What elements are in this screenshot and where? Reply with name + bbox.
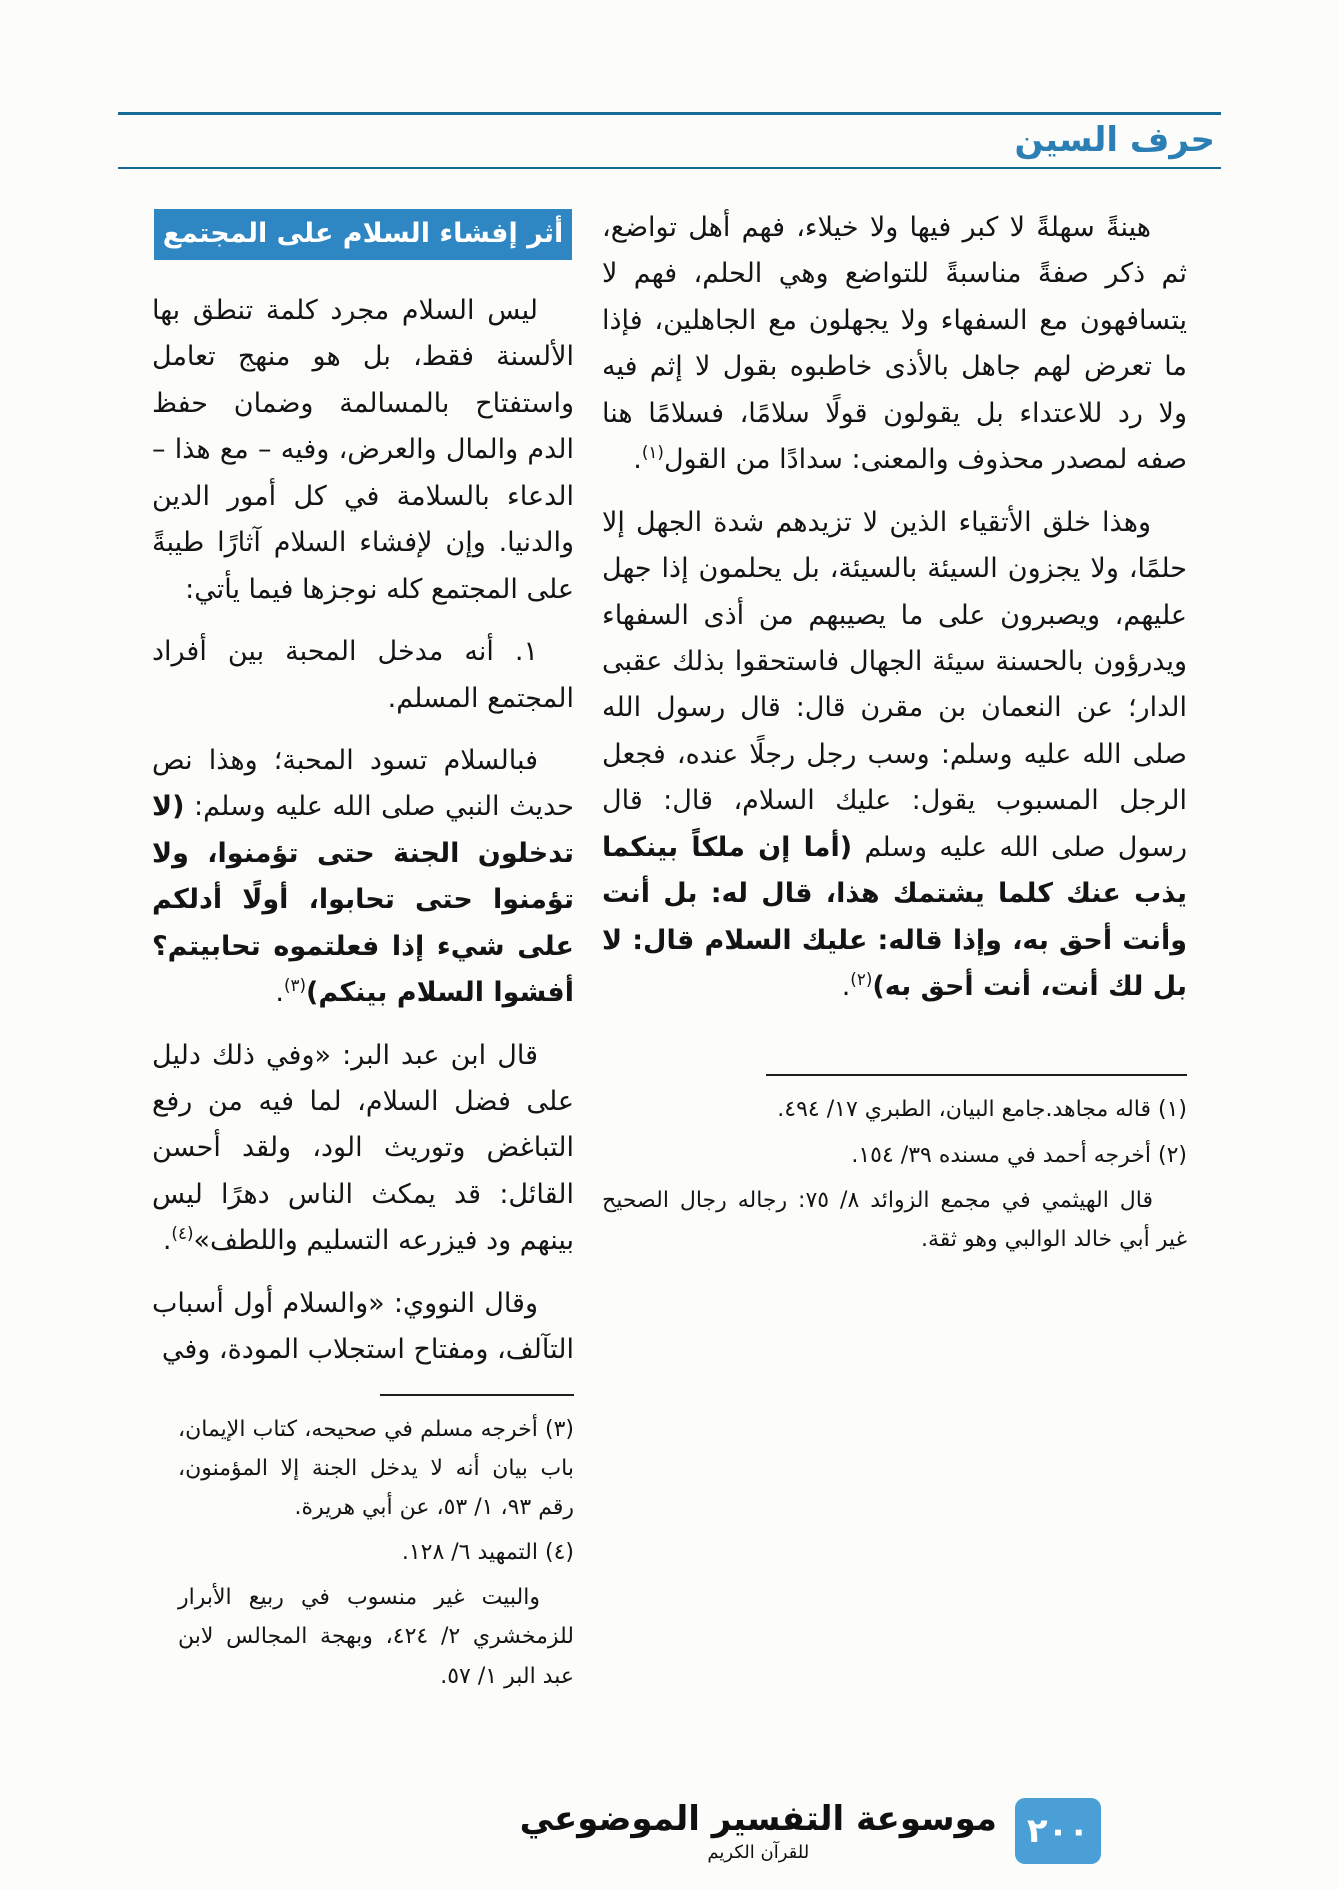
logo-text-main: موسوعة التفسير الموضوعي xyxy=(519,1799,997,1839)
paragraph: ليس السلام مجرد كلمة تنطق بها الألسنة فقط، بل هو منهج تعامل واستفتاح بالمسالمة وضمان حفظ الدم والمال والعرض، وفيه – مع هذا – الدعاء بالسلامة في كل أمور الدين والدنيا. وإن لإفشاء السلام آثارًا طيبةً على المجتمع كله نوجزها فيما يأتي: xyxy=(152,295,574,605)
paragraph-text: وهذا خلق الأتقياء الذين لا تزيدهم شدة الجهل إلا حلمًا، ولا يجزون السيئة بالسيئة، بل يحلمون إذا جهل عليهم، ويصبرون على ما يصيبهم من أذى السفهاء ويدرؤون بالحسنة سيئة الجهال فاستحقوا بذلك عقبى الدار؛ عن النعمان بن مقرن قال: قال رسول الله صلى الله عليه وسلم: وسب رجل رجلًا عنده، فجعل الرجل المسبوب يقول: عليك السلام، قال: قال رسول صلى الله عليه وسلم xyxy=(602,506,1187,863)
paragraph xyxy=(602,205,1187,484)
footnote-ref-1: (١) xyxy=(641,442,664,463)
footnote: (١) قاله مجاهد.جامع البيان، الطبري ١٧/ ٤٩٤. xyxy=(777,1097,1187,1123)
page-number-badge: ٢٠٠ xyxy=(1015,1798,1101,1864)
page-footer xyxy=(520,1798,1101,1864)
footnote: (٢) أخرجه أحمد في مسنده ٣٩/ ١٥٤. xyxy=(851,1142,1187,1168)
numbered-item: ١. أنه مدخل المحبة بين أفراد المجتمع المسلم. xyxy=(152,636,574,714)
column-right xyxy=(602,205,1187,1702)
paragraph xyxy=(602,500,1187,1011)
paragraph-text: . xyxy=(633,444,642,476)
column-left xyxy=(152,205,574,1702)
footnote: (٤) التمهيد ٦/ ١٢٨. xyxy=(401,1540,574,1566)
paragraph-text: فبالسلام تسود المحبة؛ وهذا نص حديث النبي صلى الله عليه وسلم: xyxy=(152,744,574,823)
footnote-continuation: قال الهيثمي في مجمع الزوائد ٨/ ٧٥: رجاله رجال الصحيح غير أبي خالد الوالبي وهو ثقة. xyxy=(602,1187,1187,1252)
footnotes-left xyxy=(152,1410,574,1696)
footnote-continuation: والبيت غير منسوب في ربيع الأبرار للزمخشري ٢/ ٤٢٤، وبهجة المجالس لابن عبد البر ١/ ٥٧. xyxy=(178,1585,575,1689)
paragraph: وقال النووي: «والسلام أول أسباب التآلف، ومفتاح استجلاب المودة، وفي xyxy=(152,1287,574,1366)
paragraph-text: . xyxy=(841,971,851,1002)
paragraph-text: قال ابن عبد البر: «وفي ذلك دليل على فضل السلام، لما فيه من رفع التباغض وتوريث الود، ولقد أحسن القائل: قد يمكث الناس دهرًا ليس بينهم ود فيزرعه التسليم واللطف» xyxy=(152,1039,574,1257)
paragraph-text: . xyxy=(275,977,284,1009)
paragraph-text: . xyxy=(162,1225,172,1257)
footnote-separator xyxy=(380,1394,574,1396)
chapter-title: حرف السين xyxy=(1014,120,1215,160)
hadith-text: (لا تدخلون الجنة حتى تؤمنوا، ولا تؤمنوا حتى تحابوا، أولًا أدلكم على شيء إذا فعلتموه تحابيتم؟ أفشوا السلام بينكم) xyxy=(152,791,574,1009)
footnote-ref-2: (٢) xyxy=(850,969,873,989)
footnote: (٣) أخرجه مسلم في صحيحه، كتاب الإيمان، باب بيان أنه لا يدخل الجنة إلا المؤمنون، رقم ٩٣، ١/ ٥٣، عن أبي هريرة. xyxy=(178,1416,574,1520)
publisher-logo xyxy=(520,1799,997,1863)
footnotes-right xyxy=(602,1090,1187,1259)
page-content xyxy=(152,205,1187,1702)
header-rule-bottom xyxy=(118,167,1221,169)
footnote-ref-3: (٣) xyxy=(283,975,307,996)
logo-text-sub: للقرآن الكريم xyxy=(707,1842,810,1863)
paragraph xyxy=(152,738,574,1017)
page-header xyxy=(118,0,1221,169)
paragraph-text: هينةً سهلةً لا كبر فيها ولا خيلاء، فهم أهل تواضع، ثم ذكر صفةً مناسبةً للتواضع وهي الحلم، فهم لا يتسافهون مع السفهاء ولا يجهلون مع الجاهلين، فإذا ما تعرض لهم جاهل بالأذى خاطبوه بقول لا إثم فيه ولا رد للاعتداء بل يقولون قولًا سلامًا، فسلامًا هنا صفه لمصدر محذوف والمعنى: سدادًا من القول xyxy=(602,212,1187,476)
section-heading: أثر إفشاء السلام على المجتمع xyxy=(154,209,572,260)
hadith-text: (أما إن ملكاً بينكما يذب عنك كلما يشتمك هذا، قال له: بل أنت وأنت أحق به، وإذا قاله: عليك السلام قال: لا بل لك أنت، أنت أحق به) xyxy=(602,831,1187,1002)
paragraph xyxy=(152,1033,574,1265)
footnote-separator xyxy=(766,1074,1187,1076)
footnote-ref-4: (٤) xyxy=(171,1223,194,1244)
